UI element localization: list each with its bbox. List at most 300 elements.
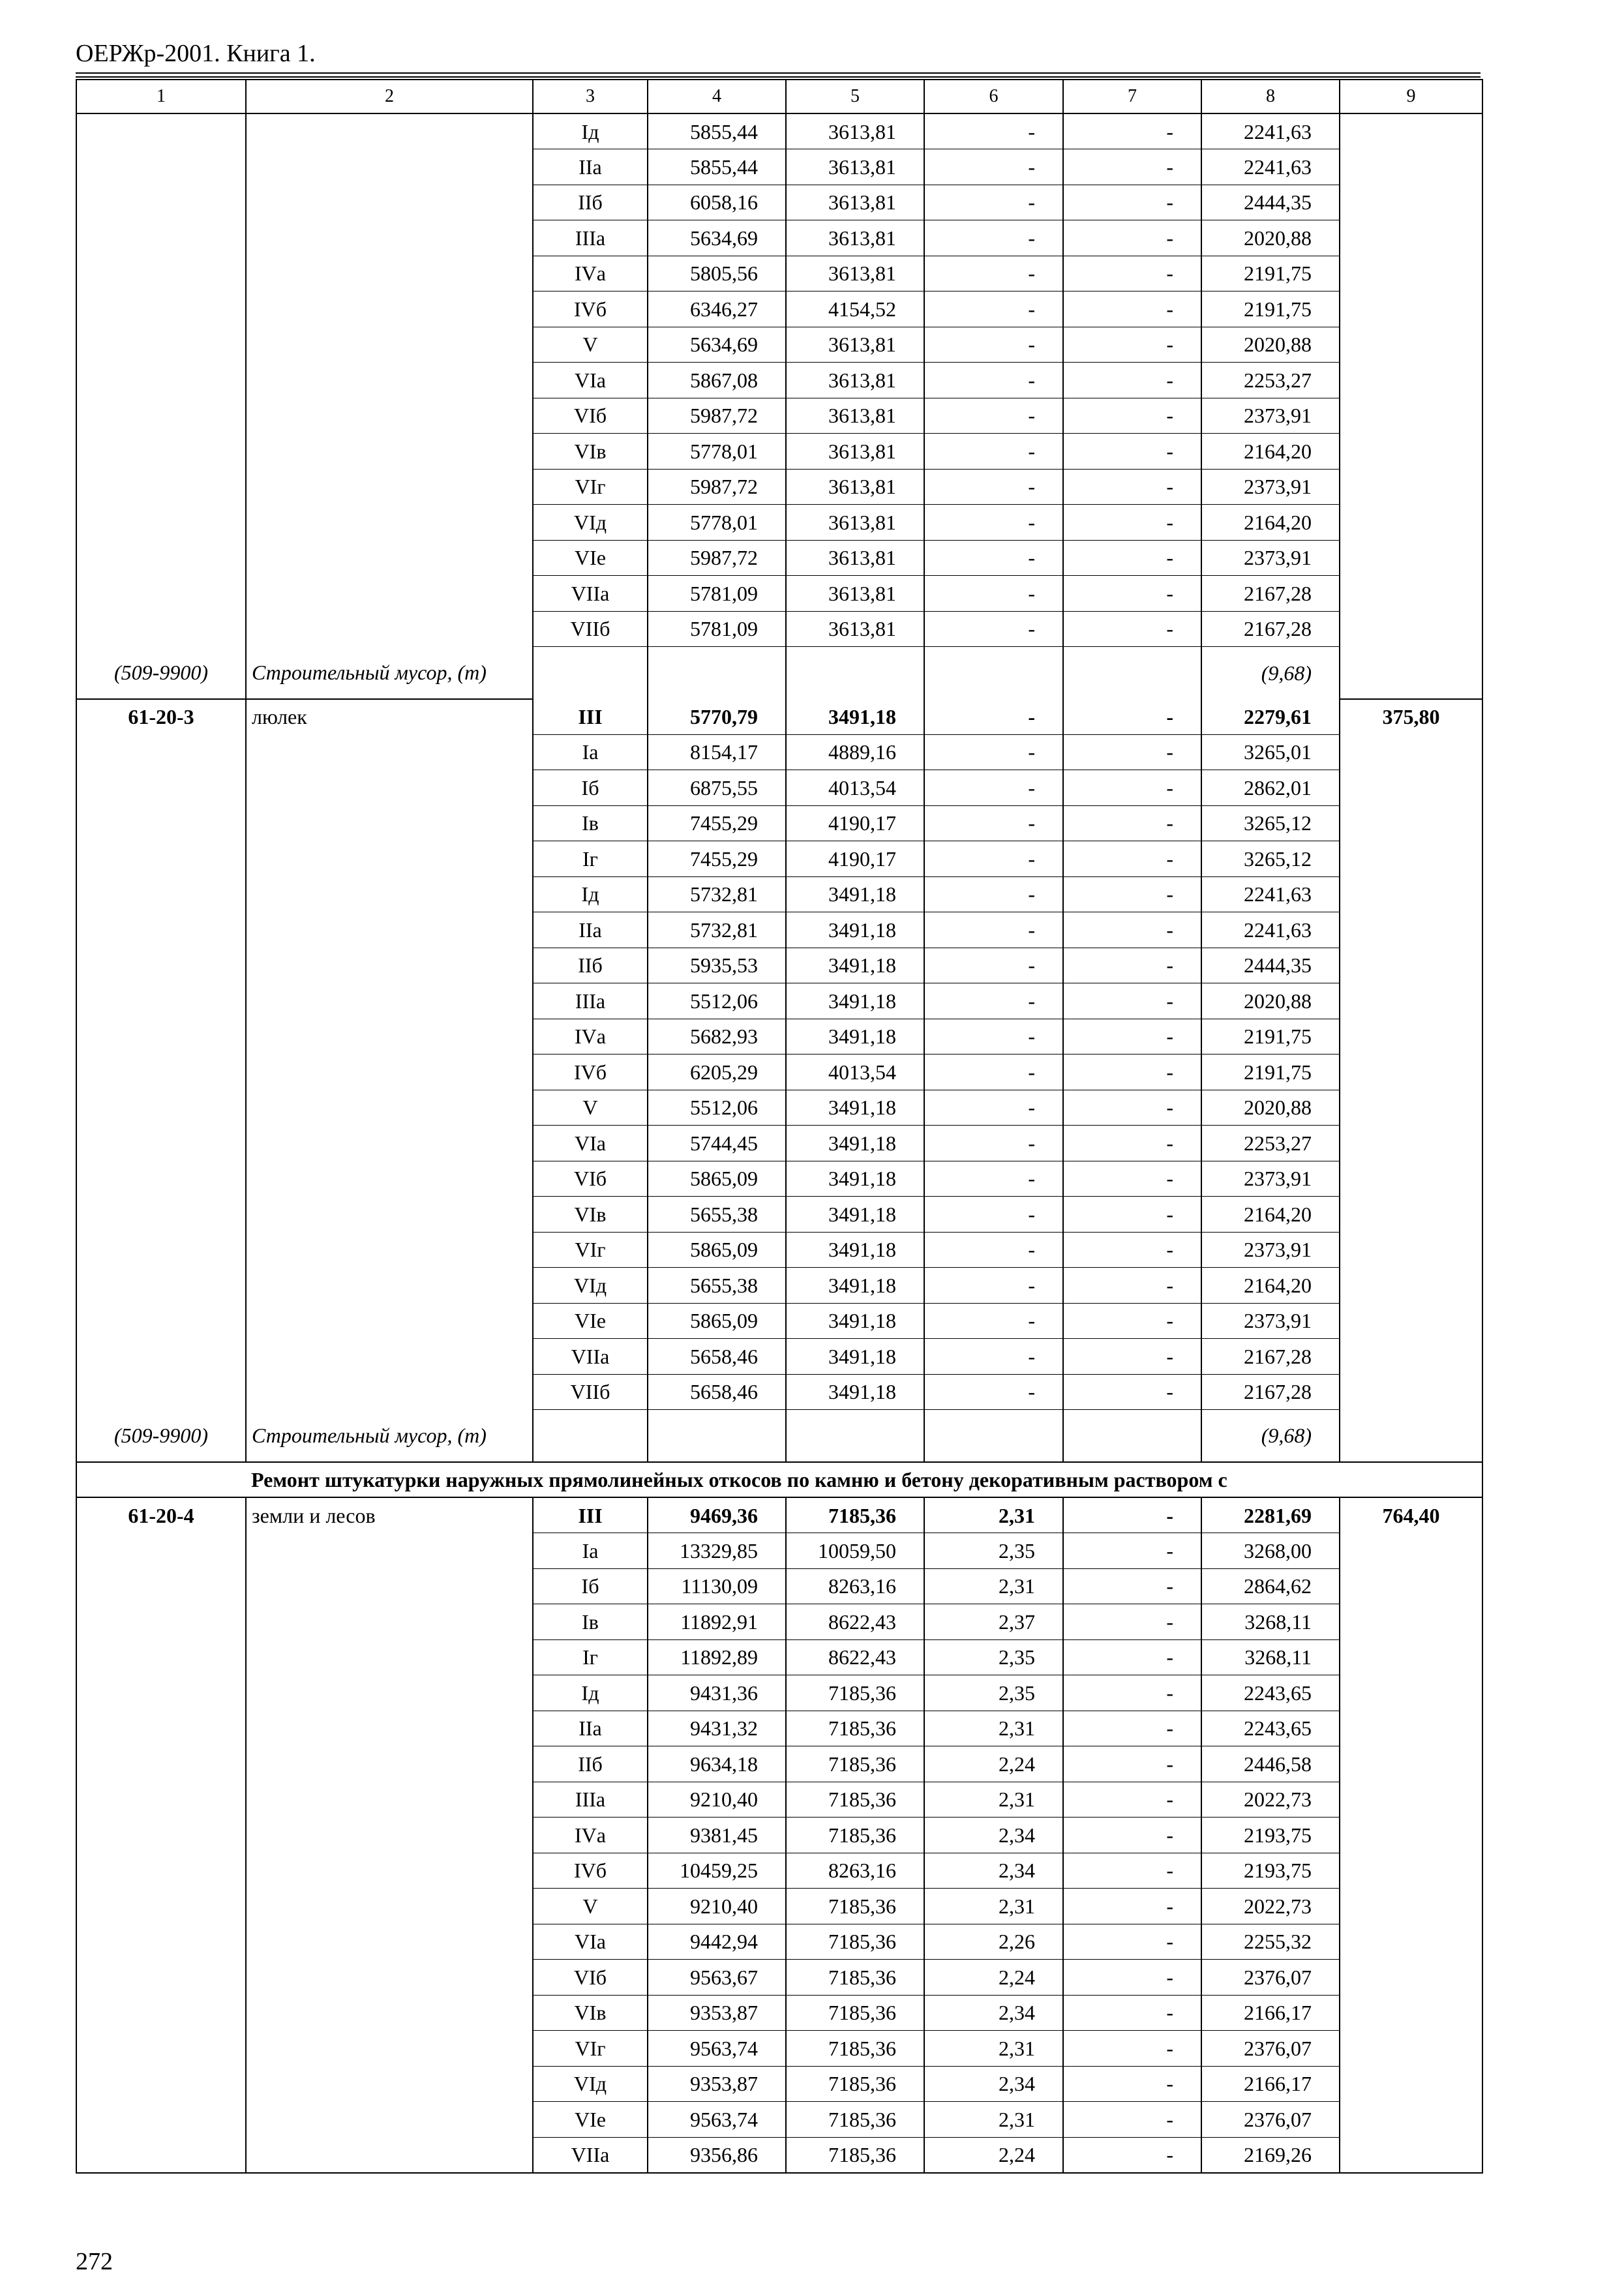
norm-name-cell (246, 1711, 533, 1746)
norm-name-cell (246, 1019, 533, 1055)
territorial-zone-cell: IVа (533, 1818, 648, 1853)
norm-code-cell (76, 983, 246, 1019)
total-cost-cell: 11892,91 (648, 1604, 786, 1640)
total-cost-cell: 6346,27 (648, 292, 786, 327)
norm-name-cell (246, 1232, 533, 1268)
materials-cost-cell: 3265,01 (1201, 734, 1340, 770)
machine-cost-cell: - (924, 256, 1063, 292)
norm-code-cell (76, 540, 246, 576)
driver-wage-cell: - (1063, 113, 1201, 149)
norm-code-cell (76, 1711, 246, 1746)
total-cost-cell: 5732,81 (648, 876, 786, 912)
table-row (76, 1711, 1482, 1746)
territorial-zone-cell: VIг (533, 2031, 648, 2067)
territorial-zone-cell: VIд (533, 1268, 648, 1304)
territorial-zone-cell: IIIа (533, 220, 648, 256)
table-row (76, 540, 1482, 576)
labor-hours-cell (1340, 1711, 1482, 1746)
labor-cost-cell: 4154,52 (786, 292, 924, 327)
total-cost-cell: 9563,74 (648, 2102, 786, 2138)
norm-code-cell (76, 256, 246, 292)
machine-cost-cell: 2,31 (924, 1711, 1063, 1746)
norm-code-cell (76, 611, 246, 647)
total-cost-cell: 9469,36 (648, 1497, 786, 1533)
column-number: 6 (924, 80, 1063, 113)
norm-name-cell (246, 1960, 533, 1996)
total-cost-cell: 5778,01 (648, 505, 786, 541)
norm-code-cell (76, 770, 246, 806)
total-cost-cell: 9381,45 (648, 1818, 786, 1853)
section-heading: Ремонт штукатурки наружных прямолинейных откосов по камню и бетону декоративным раствором с (246, 1462, 1482, 1498)
labor-hours-cell (1340, 469, 1482, 505)
materials-cost-cell: 2446,58 (1201, 1746, 1340, 1782)
norm-name-cell (246, 469, 533, 505)
labor-hours-cell (1340, 1924, 1482, 1960)
territorial-zone-cell: IVб (533, 1853, 648, 1889)
labor-cost-cell: 3491,18 (786, 876, 924, 912)
labor-cost-cell: 7185,36 (786, 1924, 924, 1960)
norm-name-cell (246, 220, 533, 256)
norm-code-cell (76, 1853, 246, 1889)
waste-name-cell: Строительный мусор, (т) (246, 1410, 533, 1462)
driver-wage-cell: - (1063, 505, 1201, 541)
labor-cost-cell: 8263,16 (786, 1568, 924, 1604)
materials-cost-cell: 2164,20 (1201, 1197, 1340, 1233)
total-cost-cell: 5855,44 (648, 113, 786, 149)
labor-hours-cell (1340, 948, 1482, 983)
norm-code-cell (76, 1960, 246, 1996)
machine-cost-cell: 2,24 (924, 2137, 1063, 2173)
column-number: 5 (786, 80, 924, 113)
table-row (76, 576, 1482, 612)
total-cost-cell: 5512,06 (648, 983, 786, 1019)
territorial-zone-cell: VIб (533, 1960, 648, 1996)
norm-name-cell (246, 1639, 533, 1675)
table-row (76, 1568, 1482, 1604)
territorial-zone-cell: VIе (533, 1303, 648, 1339)
materials-cost-cell: 2191,75 (1201, 292, 1340, 327)
driver-wage-cell: - (1063, 805, 1201, 841)
empty-cell (1063, 1410, 1201, 1462)
labor-hours-cell (1340, 1853, 1482, 1889)
driver-wage-cell: - (1063, 1924, 1201, 1960)
total-cost-cell: 5744,45 (648, 1126, 786, 1161)
table-row (76, 983, 1482, 1019)
machine-cost-cell: 2,31 (924, 2031, 1063, 2067)
norm-name-cell (246, 1055, 533, 1090)
territorial-zone-cell: Iд (533, 113, 648, 149)
labor-hours-cell (1340, 149, 1482, 185)
materials-cost-cell: 3268,11 (1201, 1604, 1340, 1640)
table-row (76, 841, 1482, 877)
norm-name-cell (246, 1374, 533, 1410)
territorial-zone-cell: VIб (533, 1161, 648, 1197)
territorial-zone-cell: III (533, 1497, 648, 1533)
table-row (76, 1339, 1482, 1375)
total-cost-cell: 9431,36 (648, 1675, 786, 1711)
page-header-title: ОЕРЖр-2001. Книга 1. (76, 40, 316, 67)
table-row (76, 1268, 1482, 1304)
labor-hours-cell (1340, 398, 1482, 434)
total-cost-cell: 9210,40 (648, 1782, 786, 1818)
norm-name-cell (246, 1995, 533, 2031)
labor-cost-cell: 7185,36 (786, 1497, 924, 1533)
materials-cost-cell: 2444,35 (1201, 948, 1340, 983)
labor-hours-cell (1340, 1675, 1482, 1711)
driver-wage-cell: - (1063, 1889, 1201, 1924)
labor-cost-cell: 7185,36 (786, 2137, 924, 2173)
territorial-zone-cell: VIIа (533, 1339, 648, 1375)
waste-name-cell: Строительный мусор, (т) (246, 647, 533, 699)
empty-cell (1063, 647, 1201, 699)
total-cost-cell: 5732,81 (648, 912, 786, 948)
norm-name-cell (246, 1782, 533, 1818)
machine-cost-cell: - (924, 1161, 1063, 1197)
labor-hours-cell (1340, 220, 1482, 256)
territorial-zone-cell: V (533, 1889, 648, 1924)
column-number: 1 (76, 80, 246, 113)
materials-cost-cell: 2373,91 (1201, 540, 1340, 576)
labor-hours-cell (1340, 185, 1482, 220)
table-row (76, 1374, 1482, 1410)
total-cost-cell: 6205,29 (648, 1055, 786, 1090)
materials-cost-cell: 2376,07 (1201, 1960, 1340, 1996)
materials-cost-cell: 2166,17 (1201, 1995, 1340, 2031)
norm-code-cell (76, 149, 246, 185)
norm-code-cell (76, 2066, 246, 2102)
labor-hours-cell (1340, 2102, 1482, 2138)
machine-cost-cell: - (924, 948, 1063, 983)
column-number: 8 (1201, 80, 1340, 113)
materials-cost-cell: 2191,75 (1201, 256, 1340, 292)
labor-cost-cell: 3491,18 (786, 1268, 924, 1304)
machine-cost-cell: 2,31 (924, 1497, 1063, 1533)
table-row (76, 113, 1482, 149)
driver-wage-cell: - (1063, 1568, 1201, 1604)
norm-name-cell (246, 505, 533, 541)
norm-name-cell (246, 912, 533, 948)
territorial-zone-cell: Iд (533, 1675, 648, 1711)
labor-cost-cell: 3491,18 (786, 912, 924, 948)
materials-cost-cell: 2022,73 (1201, 1889, 1340, 1924)
materials-cost-cell: 2241,63 (1201, 149, 1340, 185)
waste-row (76, 647, 1482, 699)
materials-cost-cell: 2253,27 (1201, 1126, 1340, 1161)
table-row (76, 1675, 1482, 1711)
materials-cost-cell: 2253,27 (1201, 363, 1340, 398)
materials-cost-cell: 2373,91 (1201, 1303, 1340, 1339)
norm-code-cell (76, 1090, 246, 1126)
labor-hours-cell (1340, 1197, 1482, 1233)
materials-cost-cell: 2164,20 (1201, 505, 1340, 541)
territorial-zone-cell: Iб (533, 1568, 648, 1604)
labor-cost-cell: 3613,81 (786, 185, 924, 220)
labor-cost-cell: 3491,18 (786, 1374, 924, 1410)
materials-cost-cell: 2167,28 (1201, 1374, 1340, 1410)
machine-cost-cell: 2,24 (924, 1746, 1063, 1782)
labor-hours-cell (1340, 1232, 1482, 1268)
territorial-zone-cell: IIIа (533, 1782, 648, 1818)
total-cost-cell: 9356,86 (648, 2137, 786, 2173)
territorial-zone-cell: VIIа (533, 576, 648, 612)
labor-hours-cell (1340, 1889, 1482, 1924)
norm-code-cell (76, 2137, 246, 2173)
territorial-zone-cell: Iв (533, 1604, 648, 1640)
table-row (76, 1853, 1482, 1889)
machine-cost-cell: - (924, 434, 1063, 470)
machine-cost-cell: 2,31 (924, 1568, 1063, 1604)
norm-code-cell (76, 469, 246, 505)
norm-code-cell (76, 1995, 246, 2031)
territorial-zone-cell: VIб (533, 398, 648, 434)
table-row (76, 912, 1482, 948)
norm-name-cell (246, 876, 533, 912)
territorial-zone-cell: V (533, 1090, 648, 1126)
driver-wage-cell: - (1063, 185, 1201, 220)
total-cost-cell: 5770,79 (648, 699, 786, 735)
total-cost-cell: 5778,01 (648, 434, 786, 470)
norm-code-cell (76, 841, 246, 877)
labor-cost-cell: 7185,36 (786, 2066, 924, 2102)
materials-cost-cell: 3265,12 (1201, 805, 1340, 841)
territorial-zone-cell: VIIб (533, 1374, 648, 1410)
machine-cost-cell: - (924, 1268, 1063, 1304)
norm-code-cell (76, 1268, 246, 1304)
norm-code-cell (76, 876, 246, 912)
table-row (76, 948, 1482, 983)
materials-cost-cell: 2022,73 (1201, 1782, 1340, 1818)
norm-name-cell (246, 398, 533, 434)
labor-cost-cell: 7185,36 (786, 2031, 924, 2067)
total-cost-cell: 5865,09 (648, 1303, 786, 1339)
table-row (76, 256, 1482, 292)
driver-wage-cell: - (1063, 841, 1201, 877)
driver-wage-cell: - (1063, 1746, 1201, 1782)
empty-cell (648, 647, 786, 699)
machine-cost-cell: - (924, 220, 1063, 256)
labor-cost-cell: 3613,81 (786, 398, 924, 434)
norm-name-cell (246, 327, 533, 363)
labor-cost-cell: 7185,36 (786, 1960, 924, 1996)
machine-cost-cell: - (924, 983, 1063, 1019)
table-row (76, 699, 1482, 735)
materials-cost-cell: 3265,12 (1201, 841, 1340, 877)
labor-cost-cell: 3491,18 (786, 1232, 924, 1268)
machine-cost-cell: - (924, 841, 1063, 877)
territorial-zone-cell: VIа (533, 363, 648, 398)
labor-hours-cell (1340, 805, 1482, 841)
labor-cost-cell: 4013,54 (786, 1055, 924, 1090)
labor-hours-cell (1340, 1639, 1482, 1675)
territorial-zone-cell: VIIб (533, 611, 648, 647)
machine-cost-cell: - (924, 1019, 1063, 1055)
table-row (76, 1746, 1482, 1782)
norm-code-cell (76, 1746, 246, 1782)
empty-cell (786, 647, 924, 699)
driver-wage-cell: - (1063, 1126, 1201, 1161)
total-cost-cell: 5987,72 (648, 540, 786, 576)
driver-wage-cell: - (1063, 363, 1201, 398)
empty-cell (786, 1410, 924, 1462)
table-row (76, 1889, 1482, 1924)
labor-cost-cell: 4889,16 (786, 734, 924, 770)
materials-cost-cell: 2241,63 (1201, 912, 1340, 948)
total-cost-cell: 7455,29 (648, 841, 786, 877)
territorial-zone-cell: V (533, 327, 648, 363)
norm-name-cell (246, 1675, 533, 1711)
labor-hours-cell (1340, 363, 1482, 398)
materials-cost-cell: 2376,07 (1201, 2031, 1340, 2067)
territorial-zone-cell: VIв (533, 1197, 648, 1233)
norm-name-cell (246, 1197, 533, 1233)
machine-cost-cell: 2,24 (924, 1960, 1063, 1996)
territorial-zone-cell: IIб (533, 1746, 648, 1782)
norm-name-cell (246, 1339, 533, 1375)
labor-hours-cell (1340, 434, 1482, 470)
norm-code-cell (76, 576, 246, 612)
machine-cost-cell: - (924, 805, 1063, 841)
driver-wage-cell: - (1063, 434, 1201, 470)
driver-wage-cell: - (1063, 469, 1201, 505)
materials-cost-cell: 2373,91 (1201, 398, 1340, 434)
driver-wage-cell: - (1063, 2066, 1201, 2102)
labor-hours-cell (1340, 1161, 1482, 1197)
machine-cost-cell: 2,35 (924, 1639, 1063, 1675)
norm-name-cell (246, 1268, 533, 1304)
labor-hours-cell (1340, 576, 1482, 612)
norm-code-cell (76, 113, 246, 149)
machine-cost-cell: 2,35 (924, 1533, 1063, 1569)
territorial-zone-cell: IVа (533, 256, 648, 292)
total-cost-cell: 5865,09 (648, 1161, 786, 1197)
driver-wage-cell: - (1063, 2031, 1201, 2067)
norm-name-cell (246, 983, 533, 1019)
driver-wage-cell: - (1063, 220, 1201, 256)
norm-code-cell (76, 1303, 246, 1339)
total-cost-cell: 9442,94 (648, 1924, 786, 1960)
territorial-zone-cell: Iд (533, 876, 648, 912)
norm-name-cell (246, 149, 533, 185)
territorial-zone-cell: III (533, 699, 648, 735)
labor-cost-cell: 3613,81 (786, 113, 924, 149)
total-cost-cell: 9353,87 (648, 2066, 786, 2102)
norm-code-cell: 61-20-4 (76, 1497, 246, 1533)
materials-cost-cell: 2167,28 (1201, 611, 1340, 647)
driver-wage-cell: - (1063, 256, 1201, 292)
table-row (76, 1639, 1482, 1675)
materials-cost-cell: 2373,91 (1201, 469, 1340, 505)
labor-hours-cell (1340, 1960, 1482, 1996)
materials-cost-cell: 2167,28 (1201, 576, 1340, 612)
materials-cost-cell: 2279,61 (1201, 699, 1340, 735)
labor-hours-cell (1340, 1268, 1482, 1304)
norm-code-cell (76, 434, 246, 470)
labor-cost-cell: 3613,81 (786, 149, 924, 185)
driver-wage-cell: - (1063, 1161, 1201, 1197)
labor-cost-cell: 8622,43 (786, 1604, 924, 1640)
driver-wage-cell: - (1063, 1853, 1201, 1889)
norm-code-cell (76, 2102, 246, 2138)
machine-cost-cell: - (924, 576, 1063, 612)
labor-cost-cell: 3613,81 (786, 540, 924, 576)
machine-cost-cell: - (924, 912, 1063, 948)
total-cost-cell: 7455,29 (648, 805, 786, 841)
norm-code-cell (76, 2031, 246, 2067)
materials-cost-cell: 2281,69 (1201, 1497, 1340, 1533)
norm-name-cell (246, 540, 533, 576)
table-row (76, 876, 1482, 912)
machine-cost-cell: 2,34 (924, 1995, 1063, 2031)
driver-wage-cell: - (1063, 1232, 1201, 1268)
norm-name-cell (246, 1889, 533, 1924)
labor-cost-cell: 3491,18 (786, 948, 924, 983)
labor-cost-cell: 7185,36 (786, 1675, 924, 1711)
materials-cost-cell: 2191,75 (1201, 1019, 1340, 1055)
total-cost-cell: 5634,69 (648, 327, 786, 363)
labor-cost-cell: 3491,18 (786, 699, 924, 735)
table-row (76, 1303, 1482, 1339)
table-row (76, 363, 1482, 398)
total-cost-cell: 6875,55 (648, 770, 786, 806)
labor-cost-cell: 3613,81 (786, 363, 924, 398)
total-cost-cell: 13329,85 (648, 1533, 786, 1569)
territorial-zone-cell: IIб (533, 185, 648, 220)
norm-name-cell (246, 113, 533, 149)
driver-wage-cell: - (1063, 1604, 1201, 1640)
materials-cost-cell: 2191,75 (1201, 1055, 1340, 1090)
empty-cell (533, 1410, 648, 1462)
total-cost-cell: 11130,09 (648, 1568, 786, 1604)
table-row (76, 1126, 1482, 1161)
labor-hours-cell (1340, 1055, 1482, 1090)
table-row (76, 1197, 1482, 1233)
total-cost-cell: 5935,53 (648, 948, 786, 983)
column-number-row (76, 80, 1482, 113)
driver-wage-cell: - (1063, 1497, 1201, 1533)
total-cost-cell: 9431,32 (648, 1711, 786, 1746)
total-cost-cell: 5805,56 (648, 256, 786, 292)
norm-code-cell (76, 1019, 246, 1055)
labor-hours-cell (1340, 1019, 1482, 1055)
labor-hours-cell (1340, 1568, 1482, 1604)
total-cost-cell: 6058,16 (648, 185, 786, 220)
materials-cost-cell: 2255,32 (1201, 1924, 1340, 1960)
norm-code-cell (76, 505, 246, 541)
norm-code-cell (76, 1924, 246, 1960)
territorial-zone-cell: VIе (533, 540, 648, 576)
empty-cell (533, 647, 648, 699)
machine-cost-cell: - (924, 876, 1063, 912)
labor-hours-cell (1340, 292, 1482, 327)
labor-hours-cell (1340, 1303, 1482, 1339)
total-cost-cell: 5987,72 (648, 398, 786, 434)
territorial-zone-cell: VIа (533, 1924, 648, 1960)
norm-code-cell (76, 1818, 246, 1853)
territorial-zone-cell: IIIа (533, 983, 648, 1019)
machine-cost-cell: - (924, 1303, 1063, 1339)
machine-cost-cell: - (924, 292, 1063, 327)
total-cost-cell: 9563,67 (648, 1960, 786, 1996)
norm-name-cell (246, 2137, 533, 2173)
labor-cost-cell: 7185,36 (786, 1711, 924, 1746)
total-cost-cell: 9353,87 (648, 1995, 786, 2031)
labor-cost-cell: 3491,18 (786, 1197, 924, 1233)
norm-name-cell (246, 363, 533, 398)
machine-cost-cell: - (924, 1374, 1063, 1410)
driver-wage-cell: - (1063, 1818, 1201, 1853)
table-row (76, 1497, 1482, 1533)
driver-wage-cell: - (1063, 1197, 1201, 1233)
